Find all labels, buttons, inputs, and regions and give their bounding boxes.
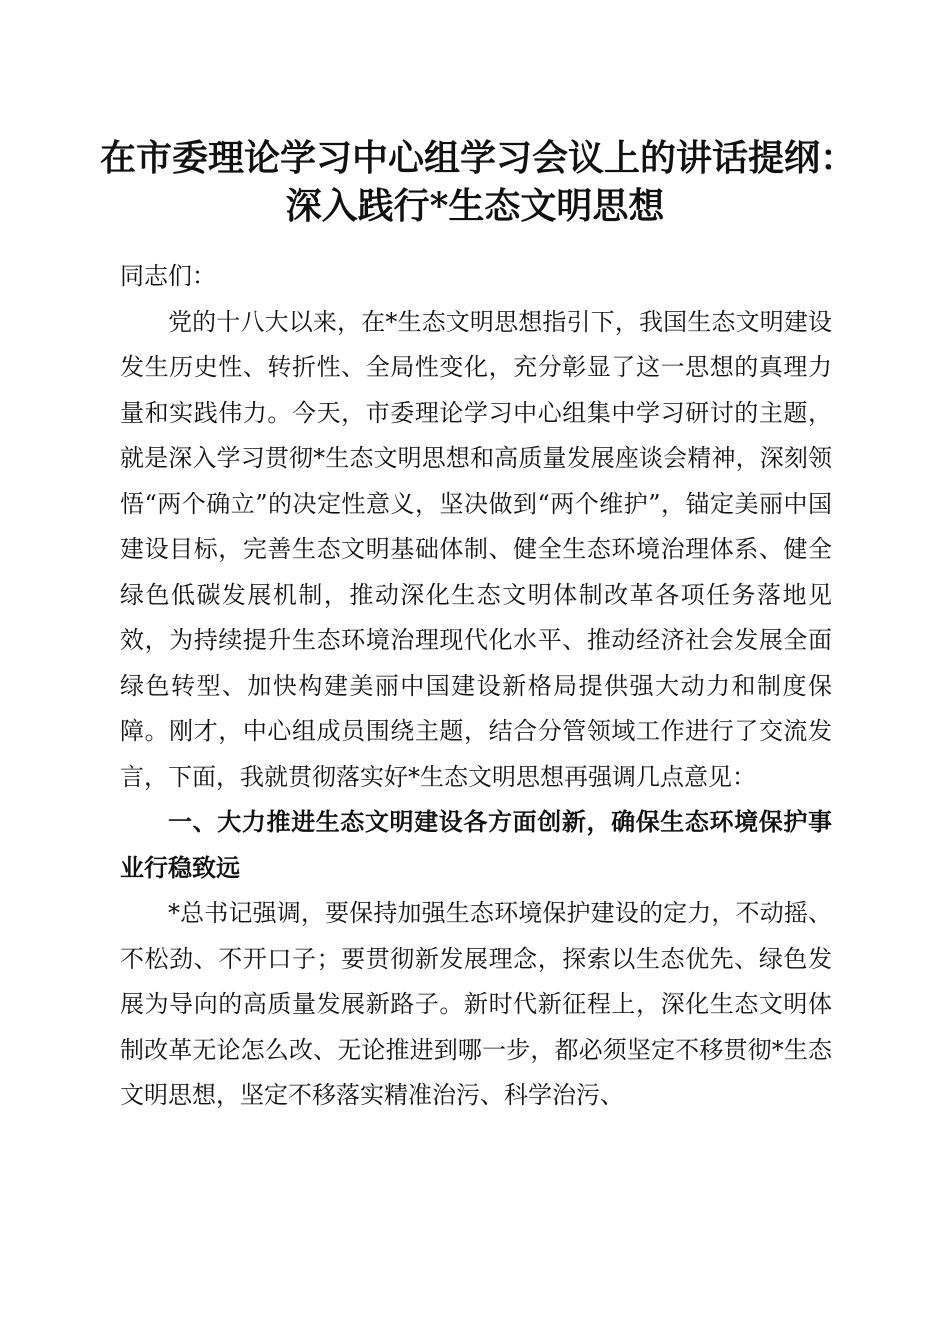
document-title-line-2: 深入践行*生态文明思想 — [285, 185, 665, 227]
salutation: 同志们： — [120, 262, 216, 290]
document-title-line-1: 在市委理论学习中心组学习会议上的讲话提纲： — [100, 137, 857, 179]
paragraph-section-1: *总书记强调，要保持加强生态环境保护建设的定力，不动摇、不松劲、不开口子；要贯彻新发展理念，探索以生态优先、绿色发展为导向的高质量发展新路子。新时代新征程上，深化生态文明体制改革无论怎么改、无论推进到哪一步，都必须坚定不移贯彻*生态文明思想，坚定不移落实精准治污、科学治污、 — [120, 899, 832, 1109]
section-heading-1: 一、大力推进生态文明建设各方面创新，确保生态环境保护事业行稳致远 — [120, 808, 832, 882]
paragraph-intro: 党的十八大以来，在*生态文明思想指引下，我国生态文明建设发生历史性、转折性、全局性变化，充分彰显了这一思想的真理力量和实践伟力。今天，市委理论学习中心组集中学习研讨的主题，就是深入学习贯彻*生态文明思想和高质量发展座谈会精神，深刻领悟“两个确立”的决定性意义，坚决做到“两个维护”，锚定美丽中国建设目标，完善生态文明基础体制、健全生态环境治理体系、健全绿色低碳发展机制，推动深化生态文明体制改革各项任务落地见效，为持续提升生态环境治理现代化水平、推动经济社会发展全面绿色转型、加快构建美丽中国建设新格局提供强大动力和制度保障。刚才，中心组成员围绕主题，结合分管领域工作进行了交流发言，下面，我就贯彻落实好*生态文明思想再强调几点意见： — [120, 307, 832, 791]
document-body — [120, 254, 832, 1119]
